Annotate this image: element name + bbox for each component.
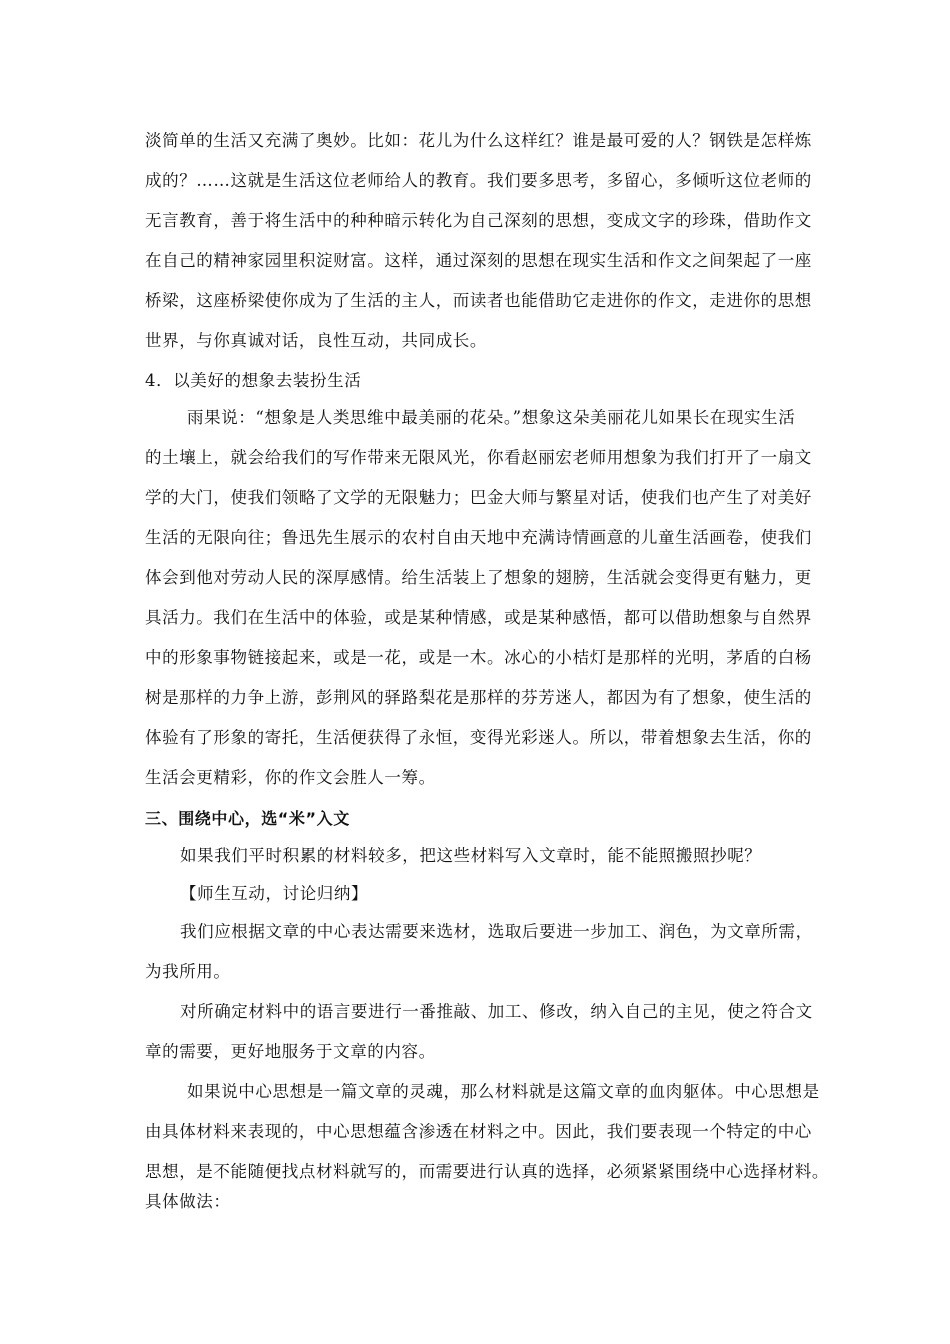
paragraph-line: 树是那样的力争上游，彭荆风的驿路梨花是那样的芬芳迷人，都因为有了想象，使生活的 xyxy=(145,688,812,707)
paragraph-line: 学的大门，使我们领略了文学的无限魅力；巴金大师与繁星对话，使我们也产生了对美好 xyxy=(145,488,812,507)
paragraph-line: 体会到他对劳动人民的深厚感情。给生活装上了想象的翅膀，生活就会变得更有魅力，更 xyxy=(145,568,812,587)
paragraph-line: 为我所用。 xyxy=(145,962,231,981)
paragraph-line: 体验有了形象的寄托，生活便获得了永恒，变得光彩迷人。所以，带着想象去生活，你的 xyxy=(145,728,812,747)
paragraph-line: 桥梁，这座桥梁使你成为了生活的主人，而读者也能借助它走进你的作文，走进你的思想 xyxy=(145,291,812,310)
paragraph-line: 章的需要，更好地服务于文章的内容。 xyxy=(145,1042,436,1061)
paragraph-line: 思想，是不能随便找点材料就写的，而需要进行认真的选择，必须紧紧围绕中心选择材料。 xyxy=(145,1162,829,1181)
paragraph-line: 具活力。我们在生活中的体验，或是某种情感，或是某种感悟，都可以借助想象与自然界 xyxy=(145,608,812,627)
paragraph-line: 对所确定材料中的语言要进行一番推敲、加工、修改，纳入自己的主见，使之符合文 xyxy=(180,1002,813,1021)
paragraph-line: 由具体材料来表现的，中心思想蕴含渗透在材料之中。因此，我们要表现一个特定的中心 xyxy=(145,1122,812,1141)
paragraph-line: 成的？……这就是生活这位老师给人的教育。我们要多思考，多留心，多倾听这位老师的 xyxy=(145,171,812,190)
paragraph-line: 无言教育，善于将生活中的种种暗示转化为自己深刻的思想，变成文字的珍珠，借助作文 xyxy=(145,211,812,230)
discussion-label: 【师生互动，讨论归纳】 xyxy=(180,884,369,903)
paragraph-line: 生活会更精彩，你的作文会胜人一筹。 xyxy=(145,768,436,787)
paragraph-line: 的土壤上，就会给我们的写作带来无限风光，你看赵丽宏老师用想象为我们打开了一扇文 xyxy=(145,448,812,467)
paragraph-line: 具体做法： xyxy=(145,1192,231,1211)
subsection-heading: 4．以美好的想象去装扮生活 xyxy=(145,371,362,390)
paragraph-line: 淡简单的生活又充满了奥妙。比如：花儿为什么这样红？谁是最可爱的人？钢铁是怎样炼 xyxy=(145,131,812,150)
paragraph-line: 我们应根据文章的中心表达需要来选材，选取后要进一步加工、润色，为文章所需， xyxy=(180,922,813,941)
paragraph-line: 世界，与你真诚对话，良性互动，共同成长。 xyxy=(145,331,487,350)
paragraph-line: 中的形象事物链接起来，或是一花，或是一木。冰心的小桔灯是那样的光明，茅盾的白杨 xyxy=(145,648,812,667)
section-heading: 三、围绕中心，选“米”入文 xyxy=(145,809,350,828)
paragraph-line: 如果说中心思想是一篇文章的灵魂，那么材料就是这篇文章的血肉躯体。中心思想是 xyxy=(187,1082,820,1101)
paragraph-line: 雨果说：“想象是人类思维中最美丽的花朵。”想象这朵美丽花儿如果长在现实生活 xyxy=(187,408,796,427)
paragraph-line: 生活的无限向往；鲁迅先生展示的农村自由天地中充满诗情画意的儿童生活画卷，使我们 xyxy=(145,528,812,547)
paragraph-line: 在自己的精神家园里积淀财富。这样，通过深刻的思想在现实生活和作文之间架起了一座 xyxy=(145,251,812,270)
paragraph-line: 如果我们平时积累的材料较多，把这些材料写入文章时，能不能照搬照抄呢？ xyxy=(180,846,762,865)
